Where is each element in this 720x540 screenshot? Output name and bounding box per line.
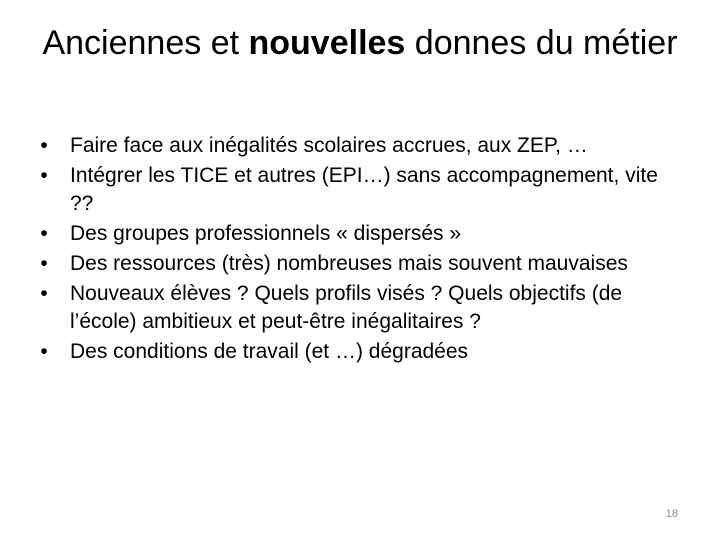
bullet-list [36,132,686,368]
bullet-text: Faire face aux inégalités scolaires accrues, aux ZEP, … [70,134,588,157]
bullet-icon: • [40,252,48,275]
bullet-icon: • [40,282,48,305]
bullet-icon: • [40,134,48,157]
bullet-icon: • [40,222,48,245]
title-text-end: donnes du métier [405,24,678,62]
bullet-item [36,132,686,160]
bullet-item [36,162,686,218]
bullet-item [36,250,686,278]
bullet-text: Des groupes professionnels « dispersés » [70,222,462,245]
slide-title [40,22,680,64]
title-text-start: Anciennes et [42,24,249,62]
bullet-item [36,338,686,366]
bullet-text: Des ressources (très) nombreuses mais souvent mauvaises [70,252,628,275]
bullet-icon: • [40,340,48,363]
bullet-icon: • [40,164,48,187]
bullet-text: Des conditions de travail (et …) dégradées [70,340,469,363]
page-number: 18 [665,508,678,520]
bullet-item [36,280,686,336]
title-text-bold: nouvelles [248,24,406,62]
bullet-text: Intégrer les TICE et autres (EPI…) sans accompagnement, vite ?? [70,164,658,215]
bullet-item [36,220,686,248]
bullet-text: Nouveaux élèves ? Quels profils visés ? Quels objectifs (de l’école) ambitieux et peut-être inégalitaires ? [70,282,623,333]
